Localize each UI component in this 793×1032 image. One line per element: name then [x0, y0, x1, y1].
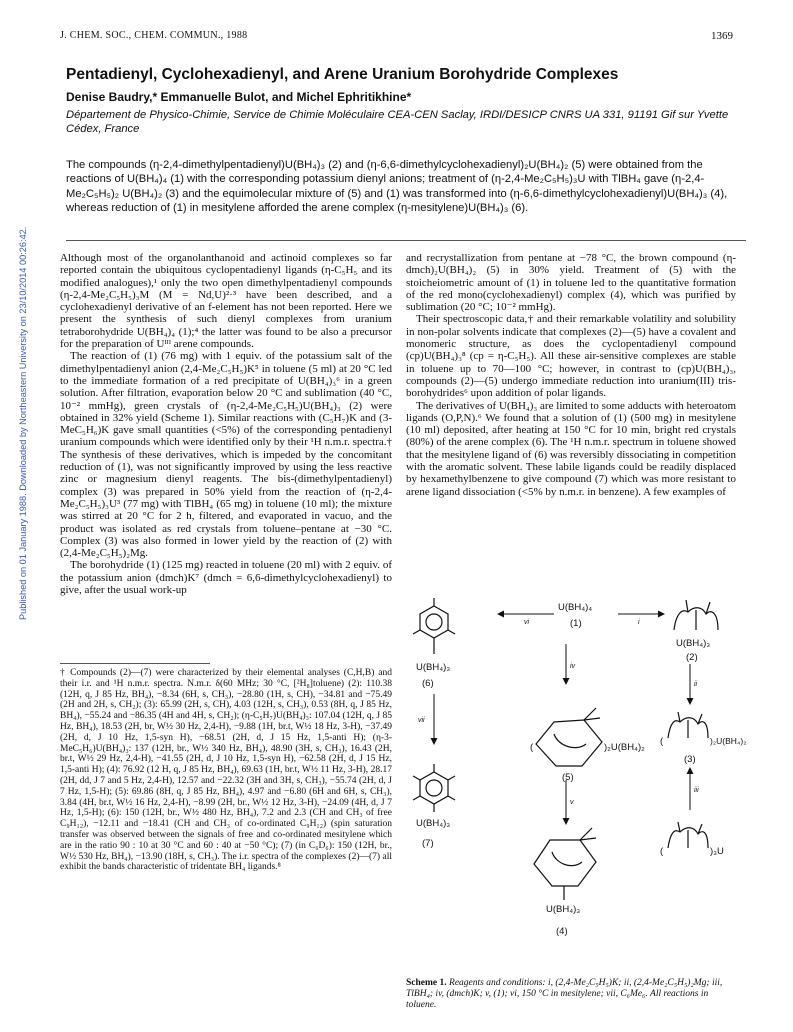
arrow-label: vi	[524, 619, 530, 626]
download-notice[interactable]: Published on 01 January 1988. Downloaded by Northeastern University on 23/10/2014 00:26:42.	[18, 226, 28, 620]
compound-2-formula: U(BH₄)₃	[676, 638, 711, 649]
publication-sidebar	[4, 160, 28, 1030]
paragraph: and recrystallization from pentane at −78 °C, the brown compound (η-dmch)₂U(BH₄)₂ (5) in 30% yield. Treatment of (5) with the stoicheiometric amount of (1) in toluene led to the quantitative formation of the red mono(cyclohexadienyl) complex (4), which was purified by sublimation (20 °C; 10⁻² mmHg).	[406, 252, 736, 314]
paragraph: The reaction of (1) (76 mg) with 1 equiv. of the potassium salt of the dimethylpentadienyl anion (2,4-Me₂C₅H₅)K⁵ in toluene (5 ml) at 20 °C led to the immediate formation of a red precipitate of U(BH₄)₃⁶ in a green solution. After filtration, evaporation below 20 °C and sublimation (40 °C, 10⁻² mmHg), green crystals of (η-2,4-Me₂C₅H₅)U(BH₄)₃ (2) were obtained in 32% yield (Scheme 1). Similar reactions with (C₅H₇)K and (3-MeC₅H₆)K gave small quantities (<5%) of the corresponding pentadienyl uranium compounds which were identified only by their ¹H n.m.r. spectra.† The synthesis of these derivatives, which is impeded by the concomitant reduction of (1), was not significantly improved by using the less reactive zinc or magnesium dienyl reagents. The bis-(dimethylpentadienyl) complex (3) was prepared in 50% yield from the reaction of (η-2,4-Me₂C₅H₅)₃U³ (77 mg) with TlBH₄ (65 mg) in toluene (10 ml); the mixture was stirred at 20 °C for 2 h, filtered, and evaporated in vacuo, and the product was isolated as red crystals from toluene–pentane at −30 °C. Complex (3) was also formed in lower yield by the reaction of (2) with (2,4-Me₂C₅H₅)₂Mg.	[60, 350, 392, 560]
arrow-label: vii	[418, 717, 425, 724]
compound-1-formula: U(BH₄)₄	[558, 602, 593, 613]
compound-6-formula: U(BH₄)₃	[416, 662, 451, 673]
cyclohexadienyl-ligand-icon	[536, 708, 602, 766]
paragraph: Their spectroscopic data,† and their remarkable volatility and solubility in non-polar solvents indicate that complexes (2)—(5) have a covalent and monomeric structure, as does the cyclopentadienyl compound (cp)U(BH₄)₃⁸ (cp = η-C₅H₅). All these air-sensitive complexes are stable in toluene up to 70—100 °C; however, in contrast to (cp)U(BH₄)₃, compounds (2)—(5) undergo immediate reduction into uranium(III) tris-borohydrides⁶ upon addition of polar ligands.	[406, 313, 736, 400]
left-column	[60, 252, 392, 596]
uranium-tris-pentadienyl-formula: )₃U	[710, 846, 724, 857]
pentadienyl-ligand-icon	[674, 600, 718, 630]
compound-5-formula: )₂U(BH₄)₂	[604, 742, 645, 753]
pentadienyl-ligand-icon	[668, 712, 708, 738]
paren: (	[660, 846, 664, 857]
right-column	[406, 252, 736, 498]
hexamethylbenzene-ring-icon	[413, 764, 455, 812]
scheme-figure	[406, 594, 747, 974]
compound-7-number: (7)	[422, 838, 434, 849]
footnote: † Compounds (2)—(7) were characterized by their elemental analyses (C,H,B) and their i.r. and ¹H n.m.r. spectra. N.m.r. δ(60 MHz; 30 °C, [²H₈]toluene) (2): 110.38 (12H, q, J 85 Hz, BH₄), −8.34 (6H, s, CH₃), −28.80 (1H, s, CH), −34.81 and −75.49 (2H and 2H, s, CH₂); (3): 65.99 (2H, s, CH), 4.03 (12H, s, CH₃), 0.53 (8H, q, J 85 Hz, BH₄), −55.24 and −86.35 (4H and 4H, s, CH₂); (η-C₅H₇)U(BH₄)₃: 107.04 (12H, q, J 85 Hz, BH₄), 18.53 (2H, br, W½ 30 Hz, 2,4-H), −9.88 (1H, br.t, W½ 18 Hz, 3-H), −37.49 (2H, d, J 10 Hz, 1,5-syn H), −68.51 (2H, d, J 15 Hz, 1,5-anti H); (η-3-MeC₅H₆)U(BH₄)₃: 137 (12H, br., W½ 340 Hz, BH₄), 48.90 (3H, s, CH₃), 16.43 (2H, br.t, W½ 29 Hz, 2,4-H), −41.55 (2H, d, J 10 Hz, 1,5-syn H), −62.58 (2H, d, J 15 Hz, 1,5-anti H); (4): 76.92 (12 H, q, J 85 Hz, BH₄), 69.63 (1H, br.t, W½ 11 Hz, 3-H), 28.17 (2H, dd, J 7 and 5 Hz, 2,4-H), 12.57 and −22.32 (3H and 3H, s, CH₃), −55.74 (2H, d, J 7 Hz, 1,5-H); (5): 69.86 (8H, q, J 85 Hz, BH₄), 4.97 and −6.80 (6H and 6H, s, CH₃), 3.84 (4H, br.t, W½ 16 Hz, 2,4-H), −8.99 (2H, br., W½ 12 Hz, 3-H), −24.09 (4H, d, J 7 Hz, 1,5-H); (6): 150 (12H, br., W½ 480 Hz, BH₄), 7.2 and 2.3 (CH and CH₃ of free C₉H₁₂), −12.11 and −18.41 (CH and CH₃ of co-ordinated C₉H₁₂) (spin saturation transfer was observed between the signals of free and co-ordinated mesitylene which are in the ratio 90 : 10 at 30 °C and 60 : 40 at −50 °C); (7) (in C₆D₆): 150 (12H, br., W½ 530 Hz, BH₄), −13.90 (18H, s, CH₃). The i.r. spectra of the complexes (2)—(7) all exhibit the bands characteristic of tridentate BH₄ ligands.⁸	[60, 668, 392, 873]
author-list: Denise Baudry,* Emmanuelle Bulot, and Michel Ephritikhine*	[66, 90, 412, 104]
compound-7-formula: U(BH₄)₃	[416, 818, 451, 829]
compound-1-number: (1)	[570, 618, 582, 629]
paragraph: The derivatives of U(BH₄)₃ are limited to some adducts with heteroatom ligands (O,P,N).⁶ We found that a solution of (1) (500 mg) in mesitylene (10 ml) deposited, after heating at 150 °C for 10 min, bright red crystals (80%) of the arene complex (6). The ¹H n.m.r. spectrum in toluene showed that the mesitylene ligand of (6) was reversibly dissociating in competition with the aromatic solvent. These labile ligands could be readily displaced by hexamethylbenzene to give compound (7) which was more resistant to arene ligand dissociation (<5% by n.m.r. in benzene). A few examples of	[406, 399, 736, 498]
journal-name: J. CHEM. SOC., CHEM. COMMUN., 1988	[60, 30, 248, 41]
arrow-label: v	[570, 799, 574, 806]
pentadienyl-ligand-icon	[668, 822, 708, 848]
abstract: The compounds (η-2,4-dimethylpentadienyl)U(BH₄)₃ (2) and (η-6,6-dimethylcyclohexadienyl)₂U(BH₄)₂ (5) were obtained from the reactions of U(BH₄)₄ (1) with the corresponding potassium dienyl anions; treatment of (η-2,4-Me₂C₅H₅)₃U with TlBH₄ gave (η-2,4-Me₂C₅H₅)₂ U(BH₄)₂ (3) and the equimolecular mixture of (5) and (1) was transformed into (η-6,6-dimethylcyclohexadienyl)U(BH₄)₃ (4), whereas reduction of (1) in mesitylene afforded the arene complex (η-mesitylene)U(BH₄)₃ (6).	[66, 159, 728, 215]
arrow-label: ii	[694, 681, 698, 688]
compound-4-number: (4)	[556, 926, 568, 937]
running-header	[60, 30, 733, 46]
compound-3-formula: )₂U(BH₄)₂	[710, 736, 747, 746]
paragraph: Although most of the organolanthanoid and actinoid complexes so far reported contain the ubiquitous cyclopentadienyl ligands (η-C₅H₅ and its modified analogues),¹ only the two open dimethylpentadienyl compounds (η-2,4-Me₂C₅H₅)₃M (M = Nd,U)²·³ have been described, and a cyclohexadienyl derivative of an f-element has not been reported. Here we present the synthesis of such dienyl complexes from uranium tetraborohydride U(BH₄)₄ (1);⁴ the latter was found to be also a precursor for the preparation of Uᴵᴵᴵ arene compounds.	[60, 252, 392, 351]
arrow-label: i	[638, 619, 640, 626]
compound-3-number: (3)	[684, 754, 696, 765]
arrow-label: iv	[570, 663, 576, 670]
compound-4-formula: U(BH₄)₃	[546, 904, 581, 915]
reaction-scheme	[406, 594, 747, 974]
compound-6-number: (6)	[422, 678, 434, 689]
scheme-caption	[406, 978, 736, 1011]
caption-text: Reagents and conditions: i, (2,4-Me₂C₅H₅)K; ii, (2,4-Me₂C₅H₅)₂Mg; iii, TlBH₄; iv, (dmch)K; v, (1); vi, 150 °C in mesitylene; vii, C₆Me₆. All reactions in toluene.	[406, 978, 723, 1010]
cyclohexadienyl-ligand-icon	[534, 828, 596, 900]
compound-5-number: (5)	[562, 772, 574, 783]
page-number: 1369	[711, 30, 733, 42]
caption-label: Scheme 1.	[406, 978, 447, 988]
compound-2-number: (2)	[686, 652, 698, 663]
mesitylene-ring-icon	[413, 598, 455, 654]
paragraph: The borohydride (1) (125 mg) reacted in toluene (20 ml) with 2 equiv. of the potassium anion (dmch)K⁷ (dmch = 6,6-dimethylcyclohexadienyl) to give, after the usual work-up	[60, 559, 392, 597]
affiliation: Département de Physico-Chimie, Service de Chimie Moléculaire CEA-CEN Saclay, IRDI/DESICP CNRS UA 331, 91191 Gif sur Yvette Cédex, France	[66, 109, 729, 135]
arrow-label: iii	[694, 787, 699, 794]
paren: (	[530, 742, 534, 753]
footnote-divider	[60, 663, 210, 664]
abstract-divider	[66, 240, 746, 241]
article-title: Pentadienyl, Cyclohexadienyl, and Arene Uranium Borohydride Complexes	[66, 66, 619, 83]
paren: (	[660, 736, 664, 747]
